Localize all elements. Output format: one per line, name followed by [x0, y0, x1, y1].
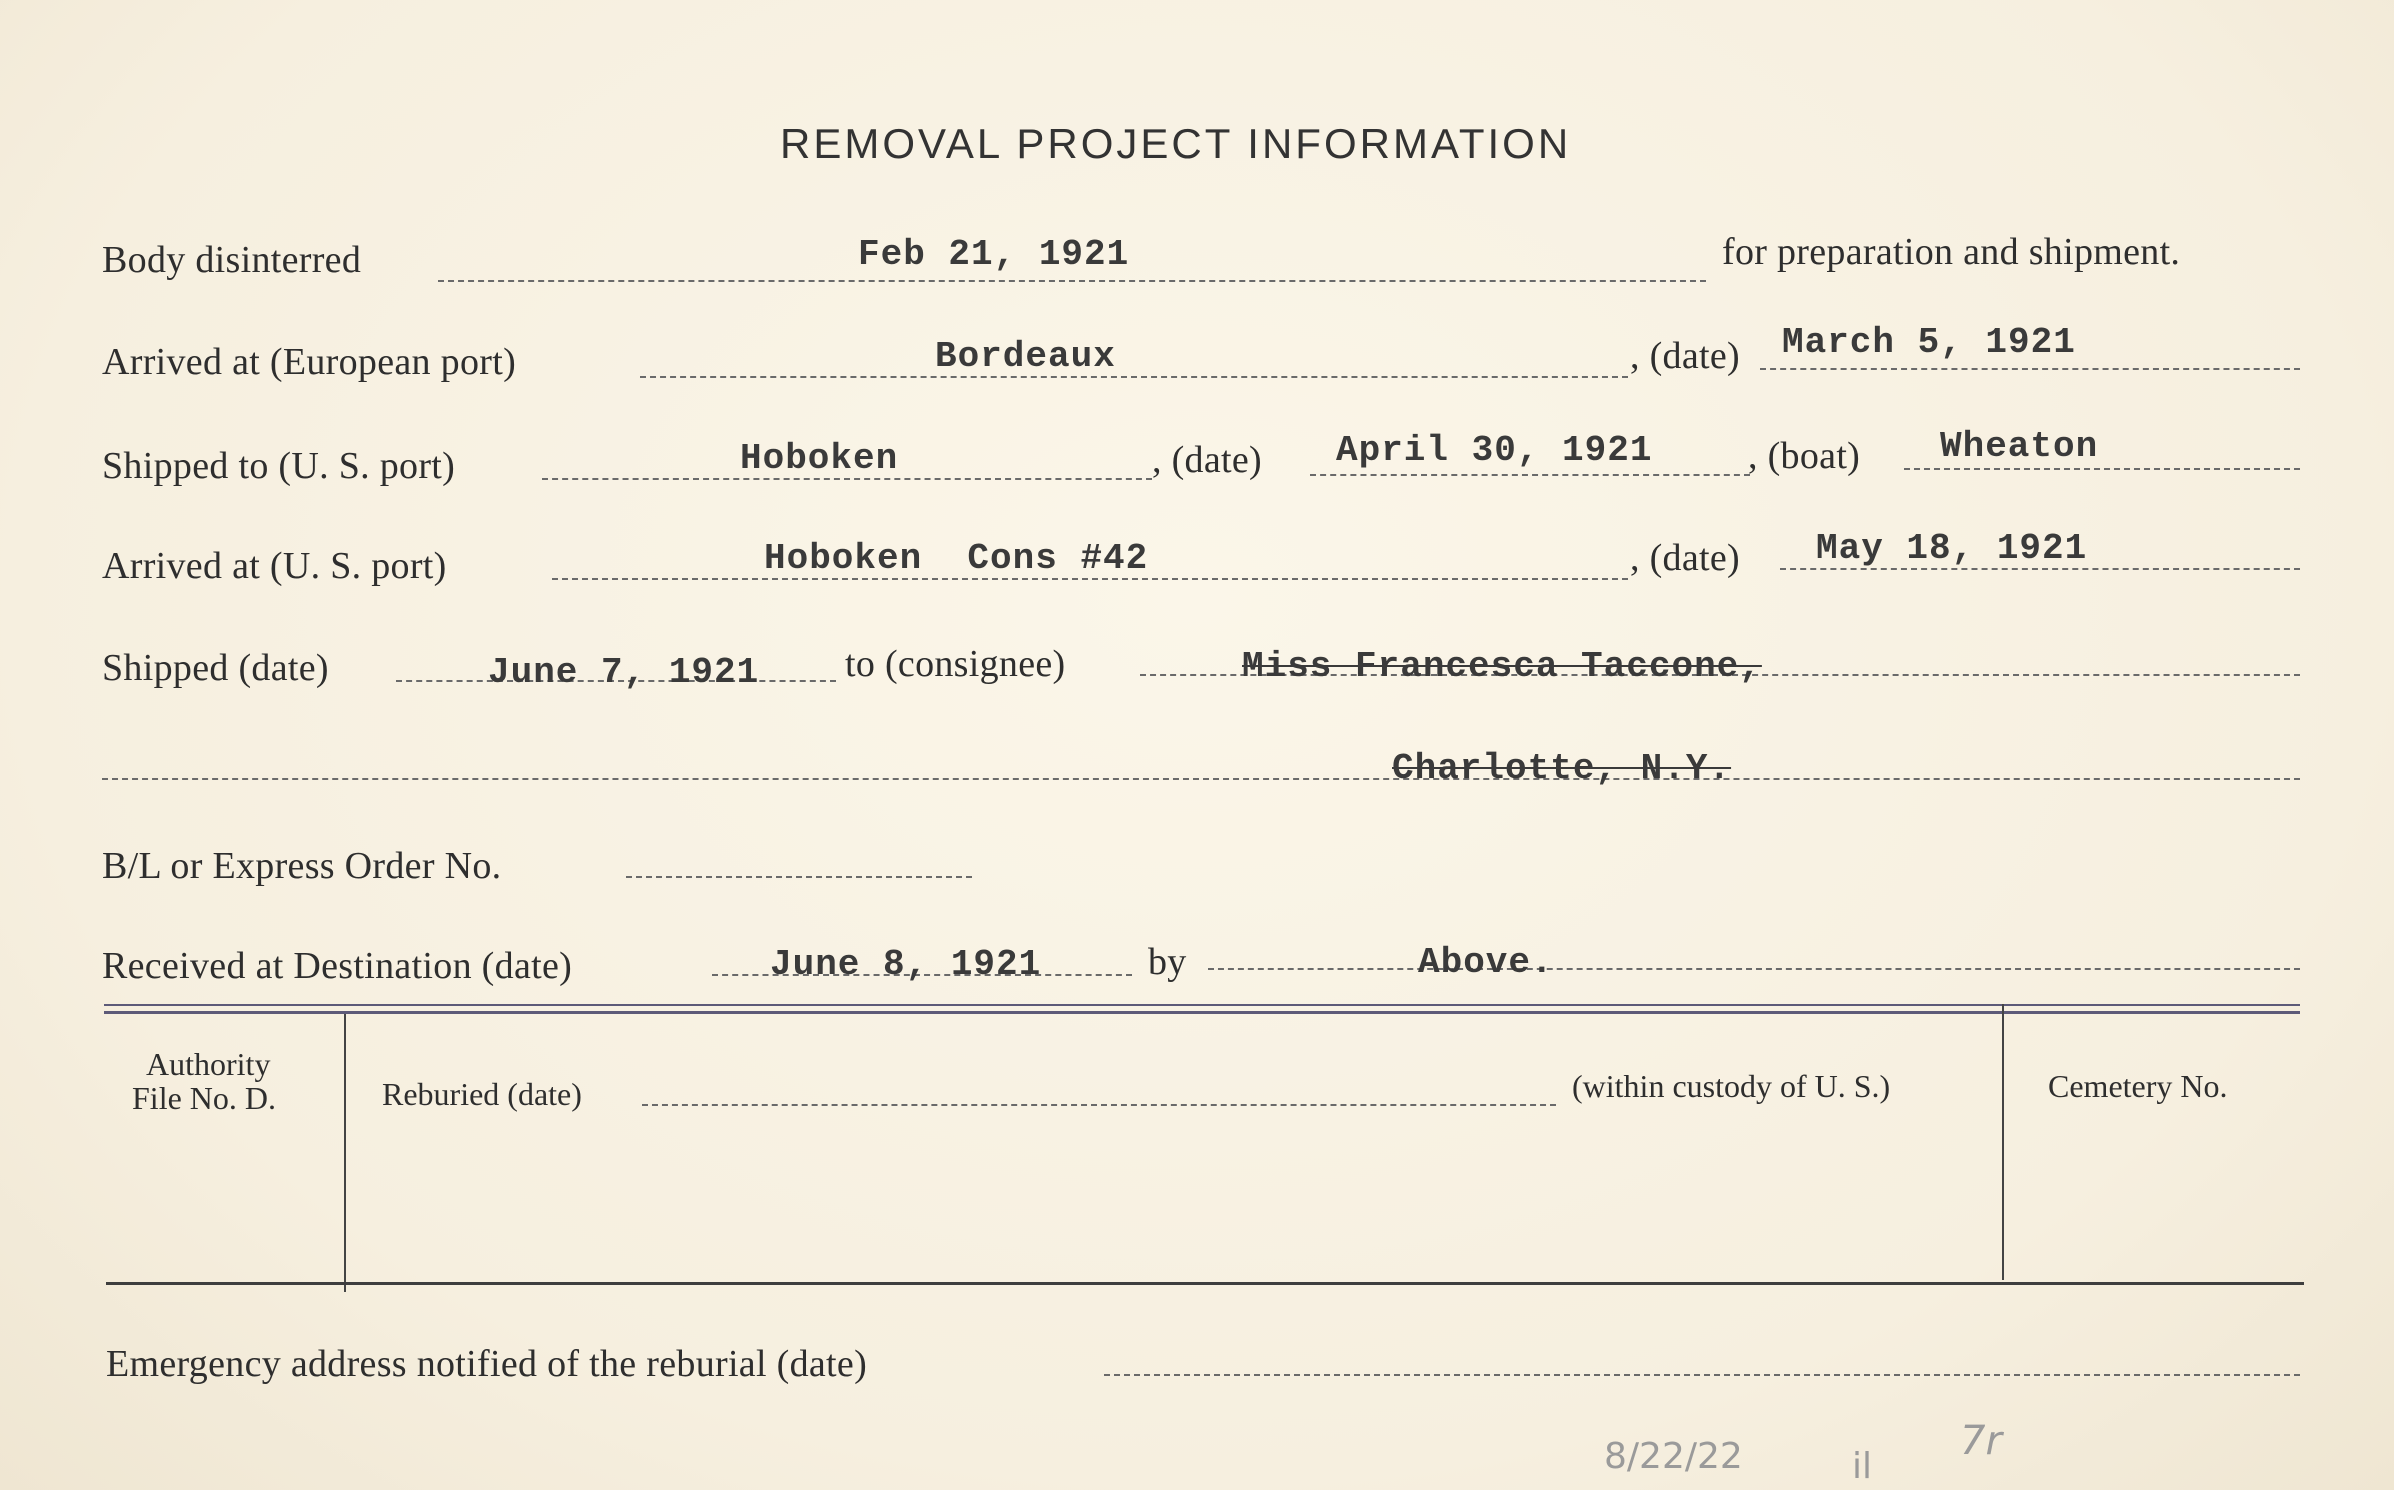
shipped-to-label: Shipped to (U. S. port)	[102, 445, 456, 487]
shipped-date-value: June 7, 1921	[488, 652, 760, 693]
boat-value: Wheaton	[1940, 426, 2099, 467]
reburied-line	[642, 1104, 1556, 1106]
euro-port-value: Bordeaux	[935, 336, 1116, 377]
box-bottom-rule	[106, 1282, 2304, 1285]
box-top-rule-2	[104, 1011, 2300, 1014]
received-value: June 8, 1921	[770, 944, 1042, 985]
consignee-value: Miss Francesca Taccone,	[1242, 646, 1762, 687]
box-top-rule-1	[104, 1004, 2300, 1006]
disinterred-suffix: for preparation and shipment.	[1722, 231, 2181, 273]
received-by-line	[1208, 968, 2300, 970]
euro-port-date-line	[1760, 368, 2300, 370]
us-port-date-value: May 18, 1921	[1816, 528, 2088, 569]
bl-line	[626, 876, 972, 878]
emergency-line	[1104, 1374, 2300, 1376]
received-by-value: Above.	[1418, 942, 1554, 983]
us-port-value: Hoboken Cons #42	[764, 538, 1149, 579]
boat-label: , (boat)	[1748, 435, 1861, 477]
boat-line	[1904, 468, 2300, 470]
pencil-date-note: 8/22/22	[1604, 1436, 1743, 1477]
cemetery-label: Cemetery No.	[2048, 1068, 2228, 1104]
consignee-value-2: Charlotte, N.Y.	[1392, 748, 1732, 789]
shipped-to-date-value: April 30, 1921	[1336, 430, 1653, 471]
bl-label: B/L or Express Order No.	[102, 845, 502, 887]
pencil-mark-note: 7r	[1960, 1418, 2002, 1464]
pencil-initials-note: il	[1852, 1446, 1873, 1487]
reburied-label: Reburied (date)	[382, 1076, 582, 1112]
received-label: Received at Destination (date)	[102, 945, 573, 987]
card-title: REMOVAL PROJECT INFORMATION	[780, 120, 1572, 167]
disinterred-value: Feb 21, 1921	[858, 234, 1130, 275]
disinterred-line	[438, 280, 1706, 282]
euro-port-date-value: March 5, 1921	[1782, 322, 2076, 363]
us-port-label: Arrived at (U. S. port)	[102, 545, 447, 587]
box-divider-right	[2002, 1004, 2004, 1280]
box-divider-left	[344, 1014, 346, 1292]
us-port-date-label: , (date)	[1630, 537, 1740, 579]
euro-port-label: Arrived at (European port)	[102, 341, 517, 383]
authority-label-2: File No. D.	[132, 1080, 276, 1116]
shipped-to-date-label: , (date)	[1152, 439, 1262, 481]
euro-port-line	[640, 376, 1628, 378]
custody-label: (within custody of U. S.)	[1572, 1068, 1891, 1104]
shipped-to-value: Hoboken	[740, 438, 899, 479]
shipped-date-label: Shipped (date)	[102, 647, 329, 689]
shipped-to-date-line	[1310, 474, 1750, 476]
emergency-label: Emergency address notified of the reburial (date)	[106, 1343, 868, 1385]
authority-label-1: Authority	[146, 1046, 271, 1082]
disinterred-label: Body disinterred	[102, 239, 362, 281]
consignee-line-2	[102, 778, 2300, 780]
consignee-label: to (consignee)	[845, 643, 1066, 685]
euro-port-date-label: , (date)	[1630, 335, 1740, 377]
received-by-label: by	[1148, 941, 1187, 983]
